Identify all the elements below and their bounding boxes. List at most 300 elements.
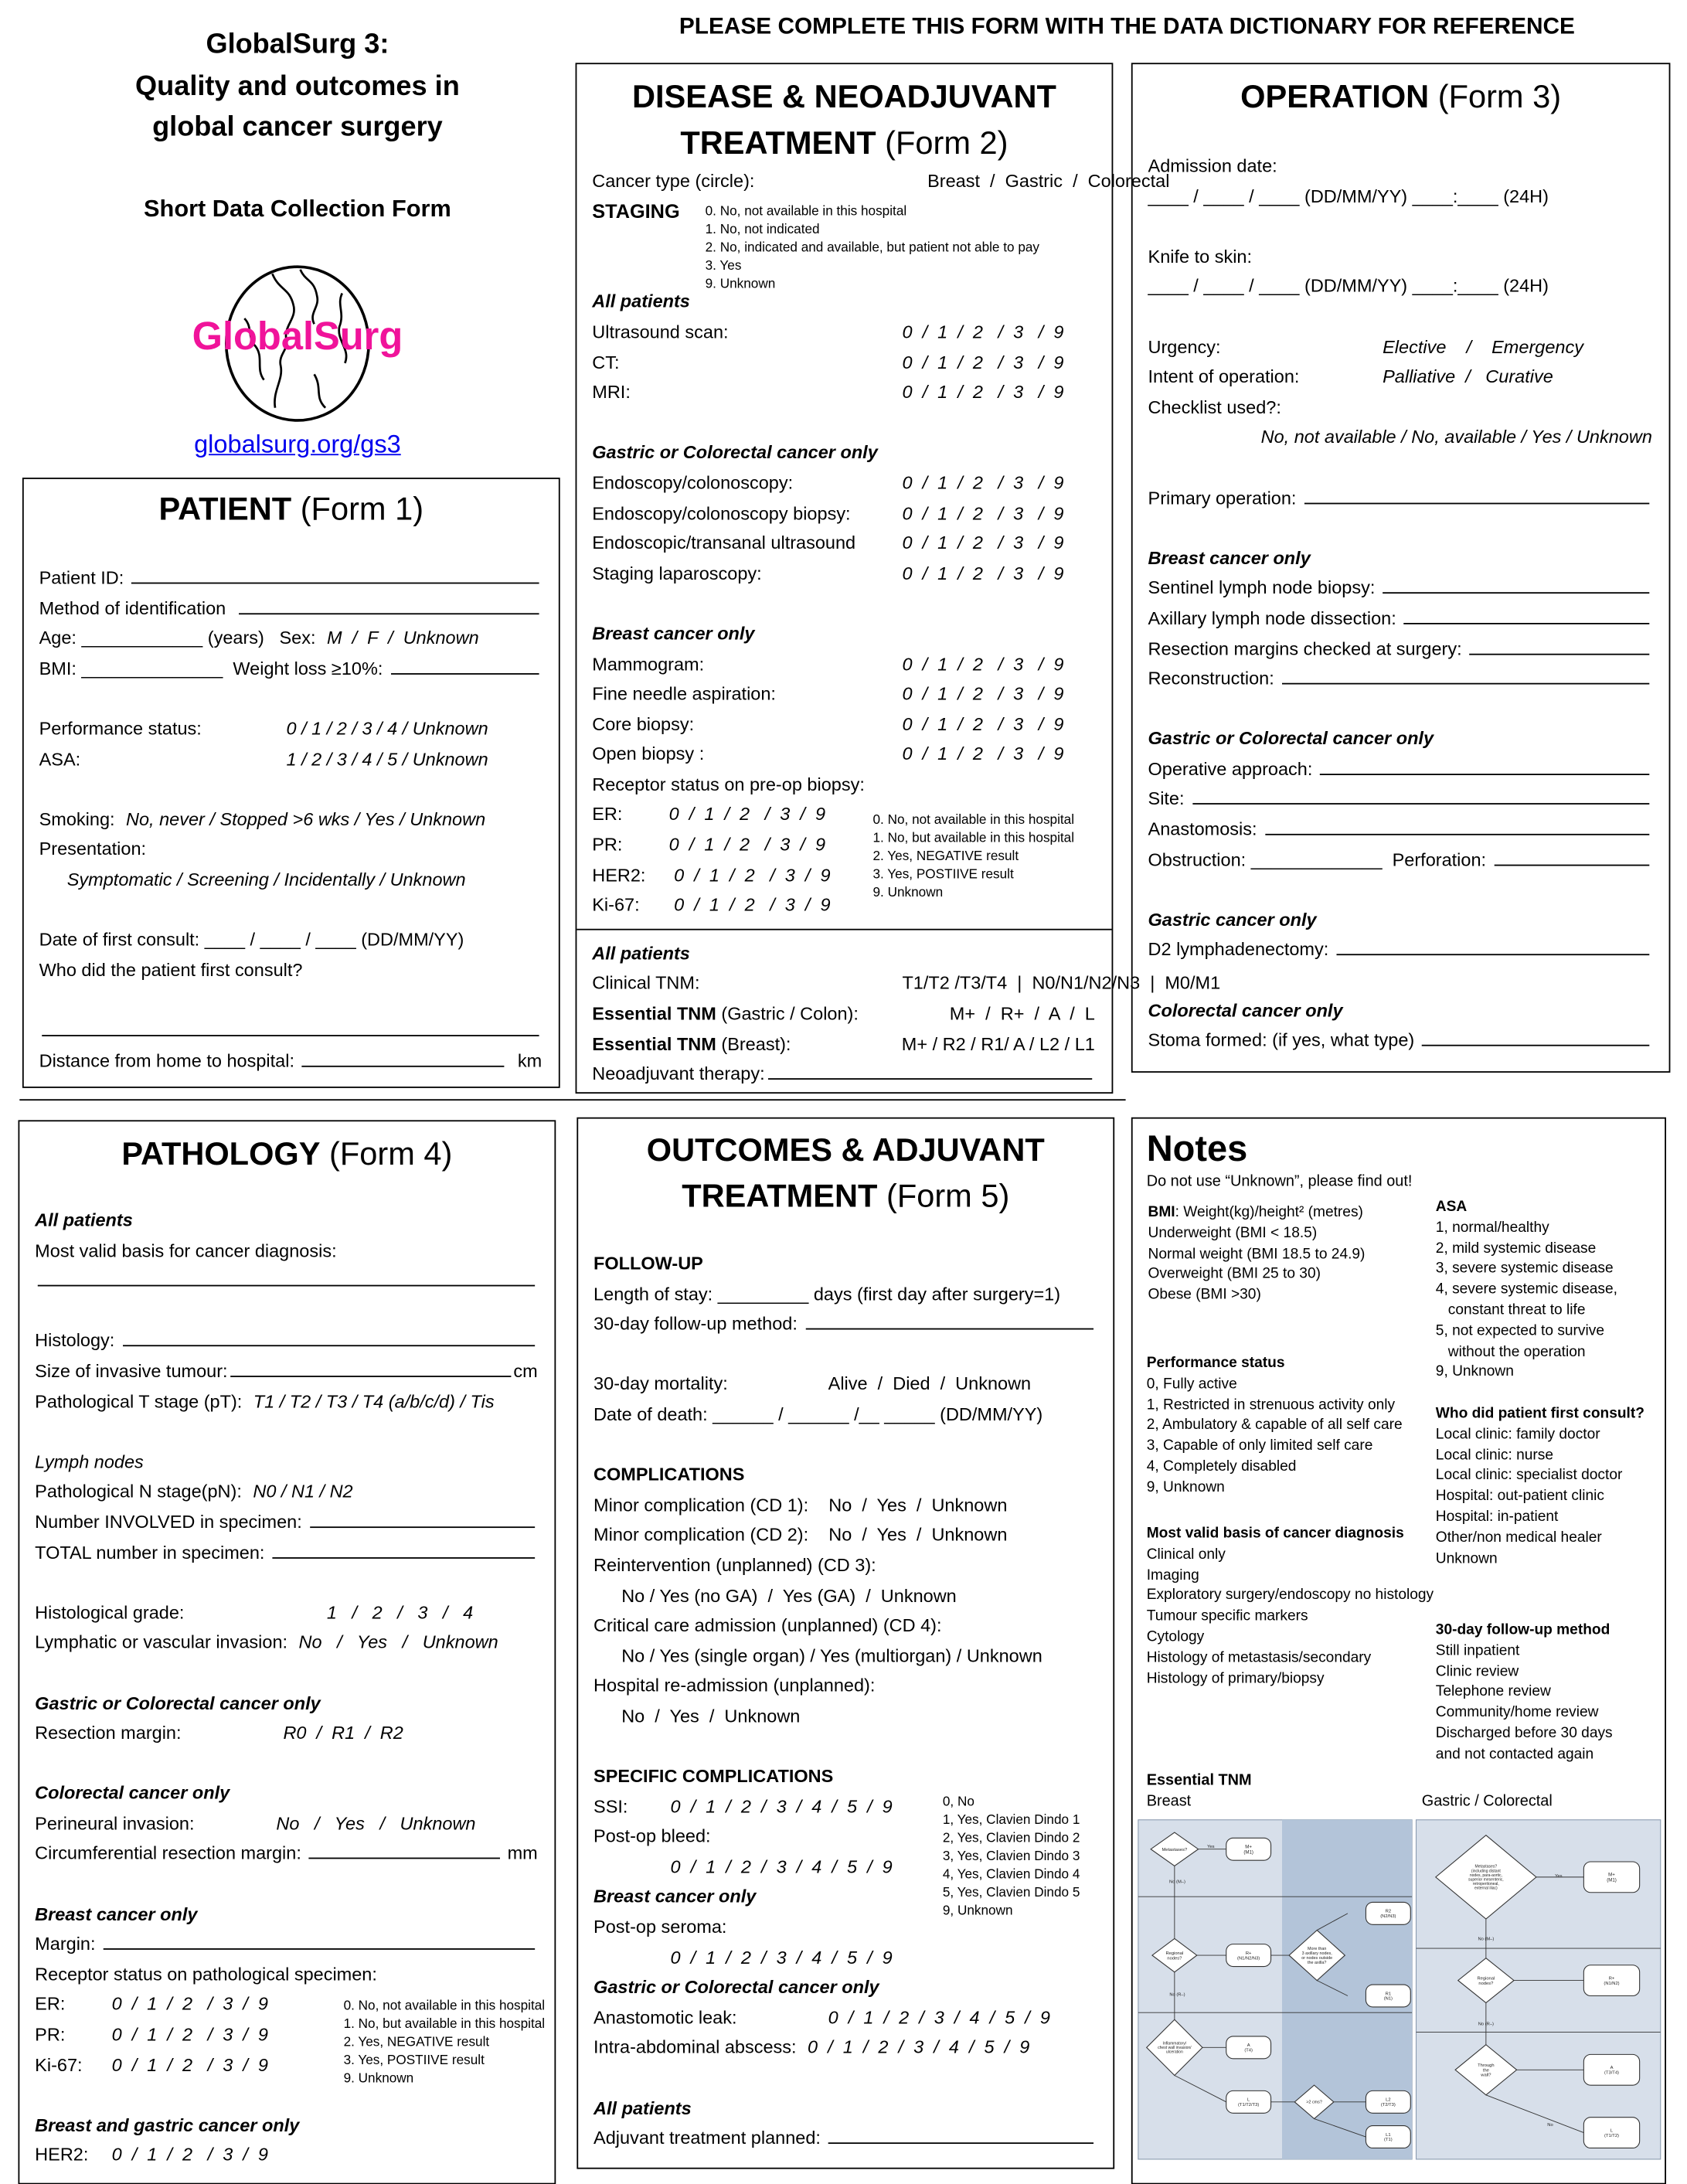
form-row [1148,995,1652,1026]
spacer [35,1869,538,1899]
flow-label: chest wall invasion/ [1158,2046,1192,2051]
field-label: Lymph nodes [35,1451,144,1472]
flow-label: Regional [1165,1951,1184,1956]
form-row [592,938,1095,968]
form-row [1148,482,1652,512]
notes-block [1436,1197,1617,1383]
field-label: Intent of operation: [1148,366,1300,387]
choice-options[interactable]: M+ / R+ / A / L [949,1002,1095,1024]
text-entry-line[interactable] [230,1356,511,1377]
choice-options[interactable]: 0 / 1 / 2 / 3 / 4 / 5 / 9 [828,2006,1050,2028]
form-row [594,1520,1097,1550]
choice-options[interactable]: 1 / 2 / 3 / 4 / 5 / Unknown [286,747,488,769]
choice-options[interactable]: 0 / 1 / 2 / 3 / 9 [902,713,1064,735]
legend-line: 9. Unknown [343,2071,414,2087]
notes-item: 3, severe systemic disease [1435,1260,1614,1277]
form-row [39,804,542,834]
choice-options[interactable]: 0 / 1 / 2 / 3 / 9 [111,2023,268,2045]
form-row [35,1447,538,1477]
flow-label: M+ [1245,1844,1252,1850]
spacer [35,1658,538,1688]
notes-item: Other/non medical healer [1435,1529,1602,1546]
spacer [39,985,542,1015]
flow-label: Yes [1555,1874,1563,1880]
form-title-number: (Form 1) [291,490,424,527]
choice-options[interactable]: No, never / Stopped >6 wks / Yes / Unknown [126,808,486,830]
field-label: Symptomatic / Screening / Incidentally / Unknown [66,868,466,890]
choice-options[interactable]: 0 / 1 / 2 / 3 / 4 / Unknown [286,717,488,739]
flow-label: superior mesenteric, [1468,1877,1504,1883]
form-fields [594,1249,1097,2154]
flow-label: (N1) [1383,1996,1393,2002]
form-instruction: PLEASE COMPLETE THIS FORM WITH THE DATA DICTIONARY FOR REFERENCE [679,14,1575,39]
form-row [1148,332,1652,362]
notes-item: Hospital: in-patient [1435,1508,1559,1526]
flow-label: wall? [1481,2073,1491,2078]
form-row [1148,392,1652,422]
form-row [594,2002,1097,2033]
form-title-main: OUTCOMES & ADJUVANT TREATMENT [646,1131,1045,1214]
notes-item: Obese (BMI >30) [1148,1286,1261,1304]
legend-line: 0. No, not available in this hospital [872,812,1075,828]
choice-options[interactable]: 0 / 1 / 2 / 3 / 4 / 5 / 9 [670,1795,893,1817]
legend-line: 2. Yes, NEGATIVE result [872,849,1019,865]
choice-options[interactable]: 0 / 1 / 2 / 3 / 9 [902,532,1064,553]
form-row [594,1369,1097,1400]
text-entry-line[interactable] [805,1309,1093,1330]
text-entry-line[interactable] [239,593,539,614]
flow-label: R+ [1608,1976,1615,1982]
choice-options[interactable]: 0 / 1 / 2 / 3 / 9 [111,2053,268,2075]
choice-options[interactable]: M / F / Unknown [326,627,479,648]
legend-line: 3. Yes, POSTIIVE result [343,2053,485,2069]
form-row [35,1266,538,1296]
field-label: Breast cancer only [592,622,755,644]
form-row [35,2140,538,2170]
choice-options[interactable]: 0 / 1 / 2 / 3 / 9 [902,381,1064,403]
form-row [592,709,1095,739]
notes-block [1147,1524,1434,1689]
notes-item: constant threat to life [1435,1301,1586,1318]
field-label: Sentinel lymph node biopsy: [1148,577,1380,599]
text-entry-line[interactable] [131,563,539,583]
notes-warning: Do not use “Unknown”, please find out! [1146,1173,1413,1190]
flow-label: M+ [1608,1872,1615,1878]
code-legend [344,1997,546,2087]
flow-label: A [1247,2043,1250,2049]
field-label: STAGING [592,199,680,222]
legend-line: 1. No, but available in this hospital [872,831,1075,847]
form-row [594,1580,1097,1611]
flow-label: (N2/N3) [1380,1914,1396,1920]
text-entry-line[interactable] [302,1046,505,1066]
globalsurg-logo [192,263,403,425]
form-title [24,486,559,532]
notes-item: Local clinic: family doctor [1435,1425,1600,1443]
field-label: Core biopsy: [592,713,695,735]
divider-line [577,929,1111,930]
spacer [594,1339,1097,1369]
form-row [39,865,542,895]
notes-item: Underweight (BMI < 18.5) [1148,1224,1318,1242]
choice-options[interactable]: 0 / 1 / 2 / 3 / 9 [902,471,1064,493]
spacer [592,407,1095,437]
form-title [19,1131,554,1178]
choice-options[interactable]: 0 / 1 / 2 / 3 / 9 [668,803,826,825]
field-label: Who did the patient first consult? [39,959,303,981]
form-title [578,1127,1113,1219]
form-fields [1148,151,1652,1056]
form-title-number: (Form 5) [877,1177,1010,1214]
form-row [35,1839,538,1869]
field-label: Endoscopy/colonoscopy: [592,471,794,493]
field-label: Knife to skin: [1148,245,1253,267]
flow-label: More than [1308,1947,1327,1952]
field-label: Reintervention (unplanned) (CD 3): [594,1554,876,1576]
form-row [1148,1026,1652,1056]
form-row [1148,935,1652,965]
field-label: Most valid basis for cancer diagnosis: [35,1240,337,1261]
text-entry-line[interactable] [1470,634,1650,655]
notes-block [1436,1620,1613,1764]
field-label: Date of death: ______ / ______ /__ _____ (DD/MM/YY) [594,1403,1043,1425]
notes-item: Clinical only [1146,1546,1226,1563]
text-entry-line[interactable] [1422,1026,1649,1046]
flow-label: A [1610,2066,1614,2071]
spacer [1148,452,1652,482]
legend-line: 3. Yes [705,258,742,274]
choice-options[interactable]: 0 / 1 / 2 / 3 / 9 [668,864,831,886]
form-row [1148,573,1652,604]
spacer [594,1430,1097,1460]
form-row [39,653,542,683]
choice-options[interactable]: R0 / R1 / R2 [283,1722,403,1743]
spacer [592,588,1095,618]
form-row [594,1550,1097,1580]
form-row [1148,151,1652,181]
field-label: Histological grade: [35,1601,185,1623]
legend-line: 4, Yes, Clavien Dindo 4 [942,1867,1080,1883]
field-label: BMI: ______________ Weight loss ≥10%: [39,657,388,679]
choice-options[interactable]: 1 / 2 / 3 / 4 [326,1601,474,1623]
field-label: Number INVOLVED in specimen: [35,1511,308,1533]
field-label: Post-op seroma: [594,1916,727,1937]
choice-options[interactable]: 0 / 1 / 2 / 3 / 4 / 5 / 9 [670,1946,893,1968]
text-entry-line[interactable] [1494,845,1649,866]
field-label: Receptor status on pathological specimen: [35,1963,377,1985]
choice-options[interactable]: 0 / 1 / 2 / 3 / 9 [111,1993,268,2015]
form-row [1148,241,1652,271]
choice-options[interactable]: T1 / T2 / T3 / T4 (a/b/c/d) / Tis [253,1390,495,1412]
form-row [39,925,542,955]
field-label: Adjuvant treatment planned: [594,2127,826,2148]
form-row [592,618,1095,648]
field-label: Pathological N stage(pN): [35,1481,242,1502]
flow-label: No (R–) [1478,2022,1494,2027]
code-legend [943,1793,1080,1920]
form-row [594,1972,1097,2002]
form-row [1148,422,1652,452]
choice-options[interactable]: M+ / R2 / R1/ A / L2 / L1 [901,1032,1095,1054]
gastric-flow-label: Gastric / Colorectal [1421,1793,1553,1811]
field-label: Stoma formed: (if yes, what type) [1148,1029,1420,1051]
form-fields [39,563,542,1075]
notes-item: Histology of metastasis/secondary [1146,1648,1372,1666]
flow-label: Through [1478,2063,1495,2068]
field-label: SSI: [594,1795,628,1817]
form-row [594,1309,1097,1339]
field-label: Site: [1148,788,1190,810]
spacer [1148,965,1652,995]
field-label: Admission date: [1148,155,1277,176]
field-label: Colorectal cancer only [1148,999,1343,1021]
form-row [594,1460,1097,1490]
form-row [35,1929,538,1959]
field-label: Performance status: [39,717,202,739]
form-row [592,377,1095,407]
form-row [592,1059,1095,1089]
notes-block-heading [1436,1403,1644,1424]
field-label: Ki-67: [592,894,640,916]
notes-item: Imaging [1146,1566,1199,1584]
field-label: ____ / ____ / ____ (DD/MM/YY) ____:____ (24H) [1148,275,1549,297]
field-label: Gastric cancer only [1148,909,1317,930]
text-entry-line[interactable] [1321,754,1650,775]
form-row [594,1671,1097,1701]
spacer [1148,211,1652,241]
field-label: Pathological T stage (pT): [35,1390,243,1412]
form-title-number: (Form 3) [1429,78,1562,115]
field-label: Colorectal cancer only [35,1782,230,1804]
text-entry-line[interactable] [1265,815,1650,835]
choice-options[interactable]: 0 / 1 / 2 / 3 / 4 / 5 / 9 [808,2036,1030,2058]
text-entry-line[interactable] [1192,784,1650,805]
flow-label: the [1482,2068,1489,2073]
legend-line: 3. Yes, POSTIIVE result [872,867,1014,883]
text-entry-line[interactable] [122,1326,535,1347]
form-row [1148,905,1652,935]
notes-item: 9, Unknown [1435,1363,1514,1381]
flow-label: ulceration [1165,2050,1183,2055]
legend-line: 0. No, not available in this hospital [705,203,907,219]
form-title-main: OPERATION [1240,78,1430,115]
flow-label: Metastases? [1162,1847,1188,1852]
field-label: Intra-abdominal abscess: [594,2036,797,2058]
form-title-main: DISEASE & NEOADJUVANT TREATMENT [631,78,1056,161]
flow-label: R+ [1245,1951,1252,1956]
form-row [594,1701,1097,1731]
notes-item: Local clinic: nurse [1435,1446,1553,1464]
notes-item: 1, normal/healthy [1435,1219,1549,1237]
choice-options[interactable]: 0 / 1 / 2 / 3 / 9 [902,562,1064,583]
text-entry-line[interactable] [391,653,539,674]
notes-heading-rest: : Weight(kg)/height² (metres) [1175,1203,1363,1221]
choice-options[interactable]: T1/T2 /T3/T4 | N0/N1/N2/N3 | M0/M1 [902,972,1221,994]
flow-label: retroperitoneal, [1472,1881,1499,1886]
text-entry-line[interactable] [767,1059,1092,1080]
flow-label: (N1/N2) [1604,1981,1620,1986]
flow-label: No (R–) [1169,1992,1185,1998]
notes-item: Histology of primary/biopsy [1146,1669,1325,1687]
spacer [1148,875,1652,905]
field-label-bold: Essential TNM [592,1032,716,1054]
choice-options[interactable]: No / Yes / Unknown [298,1631,498,1653]
notes-item: 4, Completely disabled [1146,1458,1297,1475]
choice-options[interactable]: N0 / N1 / N2 [253,1481,353,1502]
flow-label: L1 [1386,2132,1391,2138]
notes-item: and not contacted again [1435,1745,1594,1763]
flow-label: Inflammatory/ [1162,2041,1187,2046]
field-label: ER: [35,1993,66,2015]
flow-label: L [1247,2097,1250,2103]
form-row [35,1537,538,1567]
text-entry-line[interactable] [828,2123,1093,2144]
text-entry-line[interactable] [309,1839,499,1859]
field-label: Anastomosis: [1148,818,1263,840]
field-label: Neoadjuvant therapy: [592,1063,765,1084]
choice-options[interactable]: 0 / 1 / 2 / 3 / 9 [668,894,831,916]
field-unit: km [507,1049,542,1071]
text-entry-line[interactable] [1336,935,1649,956]
choice-options[interactable]: 0 / 1 / 2 / 3 / 9 [668,834,826,856]
field-label: Length of stay: _________ days (first day after surgery=1) [594,1283,1061,1305]
choice-options[interactable]: Palliative / Curative [1383,366,1553,387]
study-title-line: Quality and outcomes in [135,70,460,102]
legend-line: 1. No, but available in this hospital [343,2016,546,2033]
form-title [577,74,1111,166]
field-label: No / Yes (single organ) / Yes (multiorgan) / Unknown [621,1645,1042,1666]
choice-options[interactable]: 0 / 1 / 2 / 3 / 9 [902,351,1064,373]
form-row [592,1029,1095,1059]
field-label: Size of invasive tumour: [35,1360,228,1382]
text-entry-line[interactable] [273,1537,536,1558]
form-row [35,1206,538,1236]
field-label: Margin: [35,1933,101,1954]
flow-label: (T3/T4) [1604,2070,1619,2076]
field-label: Distance from home to hospital: [39,1049,300,1071]
spacer [39,683,542,713]
field-label: Cancer type (circle): [592,170,755,192]
section-divider [592,920,1095,938]
choice-options[interactable]: Alive / Died / Unknown [828,1373,1032,1395]
form-row [592,648,1095,679]
text-entry-line[interactable] [310,1507,535,1528]
form-row [39,1046,542,1076]
text-entry-line[interactable] [1404,604,1649,624]
notes-item: Local clinic: specialist doctor [1435,1467,1623,1484]
choice-options[interactable]: 0 / 1 / 2 / 3 / 9 [902,652,1064,674]
form-row [1148,362,1652,392]
form-row [592,347,1095,377]
field-label: No / Yes (no GA) / Yes (GA) / Unknown [621,1584,957,1606]
field-label: Breast cancer only [1148,546,1311,569]
form-row [35,1477,538,1507]
text-entry-line[interactable] [104,1929,535,1950]
legend-line: 2. Yes, NEGATIVE result [343,2035,490,2050]
field-label: HER2: [35,2144,89,2165]
field-unit: mm [502,1842,538,1864]
notes-item: 4, severe systemic disease, [1435,1281,1617,1298]
form-row [592,437,1095,468]
legend-line: 9. Unknown [705,276,776,292]
form-row [35,1718,538,1748]
flow-label: R2 [1385,1909,1392,1914]
field-label: Open biopsy : [592,743,705,765]
field-label: Ki-67: [35,2053,83,2075]
form-row [594,2123,1097,2153]
spacer [39,774,542,804]
flow-label: No [1547,2122,1553,2128]
notes-item: Telephone review [1435,1683,1551,1701]
form-row [592,740,1095,770]
notes-block-heading [1436,1197,1617,1218]
notes-item: Cytology [1146,1628,1205,1645]
legend-line: 1. No, not indicated [705,222,820,238]
field-label: No / Yes / Unknown [621,1705,801,1726]
choice-options[interactable]: 0 / 1 / 2 / 3 / 9 [111,2144,268,2165]
form-row [39,593,542,623]
form-row [1148,754,1652,784]
notes-title: Notes [1146,1127,1248,1169]
field-label: Breast and gastric cancer only [35,2114,300,2135]
choice-options[interactable]: 0 / 1 / 2 / 3 / 9 [902,321,1064,342]
choice-options[interactable]: Breast / Gastric / Colorectal [902,170,1170,192]
flow-label: (M1) [1243,1849,1253,1856]
spacer [1148,512,1652,543]
legend-line: 9. Unknown [872,885,944,901]
text-entry-line[interactable] [38,1266,535,1287]
spacer [1148,301,1652,332]
field-label: Staging laparoscopy: [592,562,762,583]
form-row [1148,845,1652,875]
field-label: Hospital re-admission (unplanned): [594,1675,876,1696]
notes-heading-text: Most valid basis of cancer diagnosis [1146,1525,1404,1543]
choice-options[interactable]: Elective / Emergency [1383,335,1583,357]
flow-label: the axilla? [1308,1960,1327,1965]
field-label: Date of first consult: ____ / ____ / ____ (DD/MM/YY) [39,929,464,951]
notes-block-heading [1148,1203,1366,1223]
field-label: FOLLOW-UP [594,1253,703,1274]
notes-item: Unknown [1435,1550,1498,1567]
operation-form [1131,63,1671,1073]
notes-block [1147,1353,1403,1498]
choice-options[interactable]: 0 / 1 / 2 / 3 / 9 [902,682,1064,704]
text-entry-line[interactable] [42,1015,539,1036]
field-label: Fine needle aspiration: [592,682,776,704]
flow-label: Metastases? [1474,1864,1498,1869]
field-label: COMPLICATIONS [594,1464,745,1485]
text-entry-line[interactable] [1304,482,1650,503]
text-entry-line[interactable] [1282,664,1649,685]
form-row [592,317,1095,347]
field-label: Mammogram: [592,652,705,674]
form-row [35,1808,538,1839]
text-entry-line[interactable] [1383,573,1650,594]
choice-options[interactable]: 0 / 1 / 2 / 3 / 9 [902,743,1064,765]
choice-options[interactable]: No / Yes / Unknown [276,1812,476,1834]
study-website-link[interactable]: globalsurg.org/gs3 [194,430,401,458]
field-label: Resection margins checked at surgery: [1148,637,1468,659]
field-label: Ultrasound scan: [592,321,729,342]
form-row [594,1641,1097,1671]
field-label: No, not available / No, available / Yes / Unknown [1260,426,1652,447]
choice-options[interactable]: 0 / 1 / 2 / 3 / 9 [902,502,1064,523]
field-label: Minor complication (CD 2): No / Yes / Unknown [594,1524,1008,1546]
field-label: PR: [35,2023,66,2045]
choice-options[interactable]: 0 / 1 / 2 / 3 / 4 / 5 / 9 [670,1856,893,1877]
field-label: All patients [592,942,690,964]
form-row [594,1400,1097,1430]
